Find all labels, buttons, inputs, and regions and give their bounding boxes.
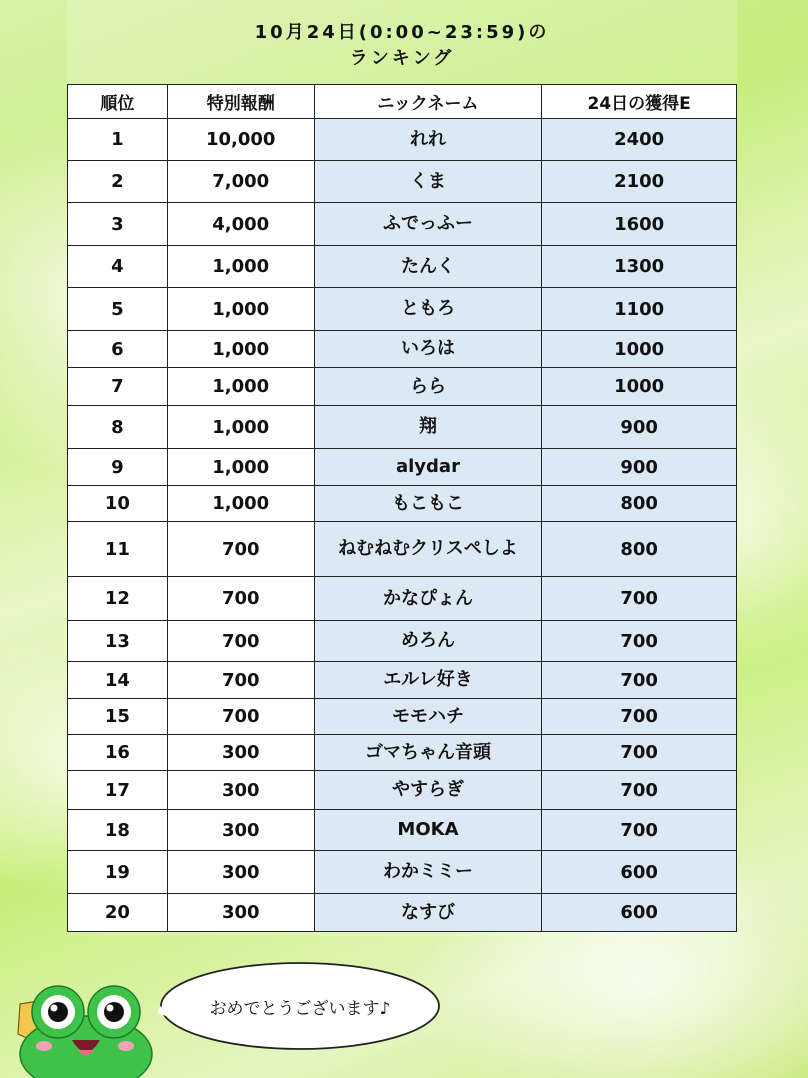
points-cell: 600 (542, 851, 737, 894)
reward-cell: 10,000 (167, 119, 314, 161)
table-row (68, 851, 737, 894)
rank-cell: 1 (68, 119, 168, 161)
header-points: 24日の獲得E (542, 85, 737, 119)
rank-cell: 16 (68, 735, 168, 771)
points-cell: 800 (542, 486, 737, 522)
table-row (68, 119, 737, 161)
points-cell: 700 (542, 577, 737, 621)
table-row (68, 246, 737, 288)
bubble-text: おめでとうございます♪ (209, 998, 391, 1019)
points-cell: 900 (542, 406, 737, 449)
points-cell: 700 (542, 699, 737, 735)
points-cell: 700 (542, 735, 737, 771)
table-row (68, 486, 737, 522)
rank-cell: 18 (68, 810, 168, 851)
table-row (68, 810, 737, 851)
rank-cell: 9 (68, 449, 168, 486)
nickname-cell: ゴマちゃん音頭 (314, 735, 542, 771)
table-row (68, 522, 737, 577)
reward-cell: 300 (167, 851, 314, 894)
table-row (68, 368, 737, 406)
nickname-cell: なすび (314, 894, 542, 932)
table-row (68, 577, 737, 621)
points-cell: 2400 (542, 119, 737, 161)
reward-cell: 300 (167, 771, 314, 810)
header-reward: 特別報酬 (167, 85, 314, 119)
rank-cell: 10 (68, 486, 168, 522)
reward-cell: 1,000 (167, 288, 314, 331)
title-line-2: ランキング (349, 48, 455, 69)
table-row (68, 161, 737, 203)
nickname-cell: めろん (314, 621, 542, 662)
reward-cell: 300 (167, 810, 314, 851)
points-cell: 700 (542, 810, 737, 851)
nickname-cell: エルレ好き (314, 662, 542, 699)
nickname-cell: いろは (314, 331, 542, 368)
title-line-1: 10月24日(0:00~23:59)の (254, 22, 550, 43)
nickname-cell: MOKA (314, 810, 542, 851)
ranking-table (67, 84, 737, 932)
footer (0, 950, 808, 1078)
nickname-cell: ともろ (314, 288, 542, 331)
nickname-cell: ふでっふー (314, 203, 542, 246)
table-row (68, 699, 737, 735)
header-row (68, 85, 737, 119)
reward-cell: 700 (167, 522, 314, 577)
table-row (68, 406, 737, 449)
reward-cell: 1,000 (167, 246, 314, 288)
reward-cell: 1,000 (167, 406, 314, 449)
points-cell: 1000 (542, 331, 737, 368)
nickname-cell: alydar (314, 449, 542, 486)
reward-cell: 700 (167, 621, 314, 662)
rank-cell: 3 (68, 203, 168, 246)
nickname-cell: モモハチ (314, 699, 542, 735)
table-row (68, 662, 737, 699)
rank-cell: 13 (68, 621, 168, 662)
reward-cell: 300 (167, 894, 314, 932)
reward-cell: 1,000 (167, 331, 314, 368)
nickname-cell: やすらぎ (314, 771, 542, 810)
table-row (68, 621, 737, 662)
points-cell: 800 (542, 522, 737, 577)
points-cell: 900 (542, 449, 737, 486)
rank-cell: 19 (68, 851, 168, 894)
rank-cell: 7 (68, 368, 168, 406)
table-row (68, 735, 737, 771)
rank-cell: 11 (68, 522, 168, 577)
points-cell: 700 (542, 621, 737, 662)
nickname-cell: かなぴょん (314, 577, 542, 621)
points-cell: 1300 (542, 246, 737, 288)
frog-mascot-icon (14, 974, 154, 1078)
reward-cell: 700 (167, 662, 314, 699)
points-cell: 700 (542, 771, 737, 810)
points-cell: 1100 (542, 288, 737, 331)
table-row (68, 331, 737, 368)
nickname-cell: 翔 (314, 406, 542, 449)
header-nickname: ニックネーム (314, 85, 542, 119)
rank-cell: 6 (68, 331, 168, 368)
rank-cell: 20 (68, 894, 168, 932)
table-row (68, 203, 737, 246)
points-cell: 600 (542, 894, 737, 932)
reward-cell: 700 (167, 577, 314, 621)
rank-cell: 8 (68, 406, 168, 449)
rank-cell: 4 (68, 246, 168, 288)
points-cell: 1000 (542, 368, 737, 406)
nickname-cell: くま (314, 161, 542, 203)
header-rank: 順位 (68, 85, 168, 119)
nickname-cell: らら (314, 368, 542, 406)
rank-cell: 15 (68, 699, 168, 735)
table-row (68, 288, 737, 331)
reward-cell: 4,000 (167, 203, 314, 246)
points-cell: 1600 (542, 203, 737, 246)
points-cell: 700 (542, 662, 737, 699)
reward-cell: 1,000 (167, 486, 314, 522)
table-row (68, 771, 737, 810)
rank-cell: 2 (68, 161, 168, 203)
nickname-cell: れれ (314, 119, 542, 161)
reward-cell: 7,000 (167, 161, 314, 203)
nickname-cell: ねむねむクリスペしよ (314, 522, 542, 577)
table-row (68, 449, 737, 486)
rank-cell: 17 (68, 771, 168, 810)
page-title (67, 20, 737, 72)
table-row (68, 894, 737, 932)
nickname-cell: わかミミー (314, 851, 542, 894)
nickname-cell: たんく (314, 246, 542, 288)
ranking-body (68, 119, 737, 932)
rank-cell: 14 (68, 662, 168, 699)
points-cell: 2100 (542, 161, 737, 203)
rank-cell: 12 (68, 577, 168, 621)
reward-cell: 1,000 (167, 368, 314, 406)
reward-cell: 300 (167, 735, 314, 771)
rank-cell: 5 (68, 288, 168, 331)
reward-cell: 700 (167, 699, 314, 735)
nickname-cell: もこもこ (314, 486, 542, 522)
reward-cell: 1,000 (167, 449, 314, 486)
